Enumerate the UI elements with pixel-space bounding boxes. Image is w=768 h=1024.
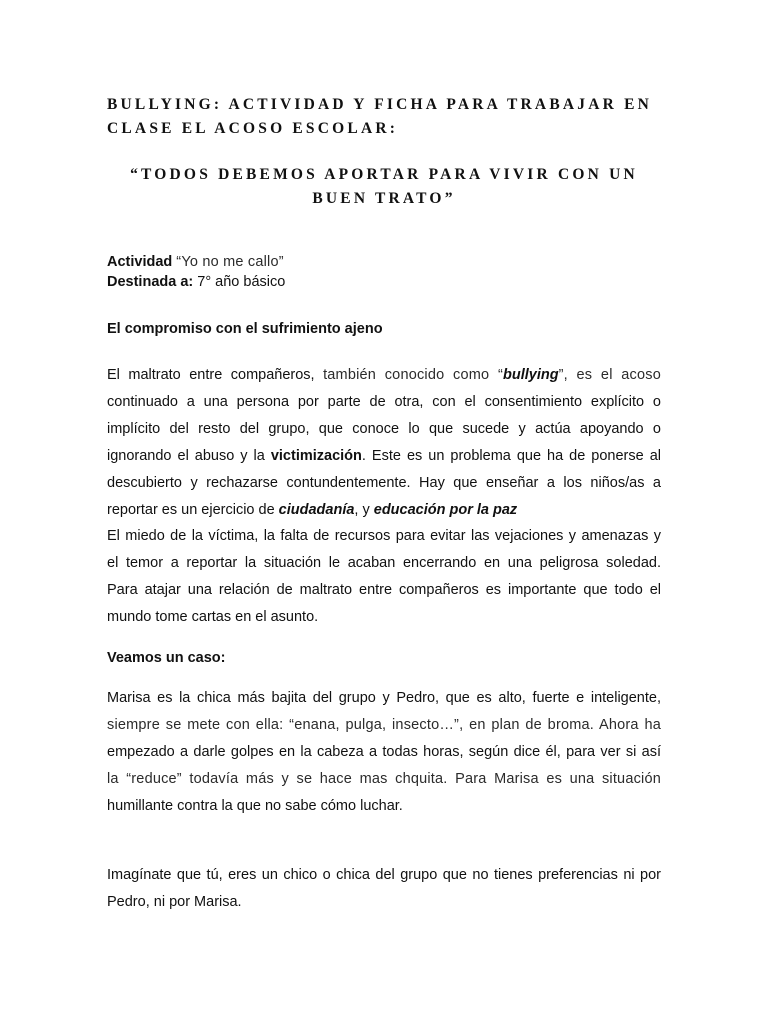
- educacion-paz-term: educación por la paz: [373, 502, 518, 518]
- subtitle-line-1: “TODOS DEBEMOS APORTAR PARA VIVIR CON UN: [130, 166, 638, 183]
- target-value: 7° año básico: [197, 274, 286, 290]
- text-line: mundo tome cartas en el asunto.: [107, 609, 319, 625]
- activity-line: [107, 252, 285, 272]
- document-title: BULLYING: ACTIVIDAD Y FICHA PARA TRABAJAR EN CLASE EL ACOSO ESCOLAR:: [107, 96, 653, 137]
- text-line: [107, 497, 661, 524]
- victimizacion-term: victimización: [270, 448, 362, 464]
- text-line: Marisa es la chica más bajita del grupo y Pedro, que es alto, fuerte e inteligente,: [107, 690, 661, 706]
- activity-value: “Yo no me callo”: [176, 254, 284, 270]
- text-line: la “reduce” todavía más y se hace mas chquita. Para Marisa es una situación: [107, 771, 661, 787]
- text-line: el temor a reportar la situación le acaban encerrando en una peligrosa soledad.: [107, 555, 661, 571]
- text-line: siempre se mete con ella: “enana, pulga, insecto…”, en plan de broma. Ahora ha: [107, 717, 661, 733]
- text-run: también conocido como “: [323, 367, 504, 383]
- subtitle-line-2: BUEN TRATO”: [312, 190, 456, 207]
- text-run: , y: [354, 502, 374, 518]
- text-run: . Este es un problema que ha de ponerse al: [361, 448, 661, 464]
- text-run: ignorando el abuso y la: [107, 448, 271, 464]
- text-line: humillante contra la que no sabe cómo luchar.: [107, 798, 403, 814]
- paragraph-miedo-victima: [107, 523, 661, 631]
- text-line: implícito del resto del grupo, que conoce lo que sucede y actúa apoyando o: [107, 421, 661, 437]
- text-line: empezado a darle golpes en la cabeza a todas horas, según dice él, para ver si así: [107, 744, 661, 760]
- text-run: ”, es el acoso: [558, 367, 661, 383]
- paragraph-bullying-definition: [107, 362, 661, 524]
- ciudadania-term: ciudadanía: [278, 502, 355, 518]
- text-line: descubierto y rechazarse contundentemente. Hay que enseñar a los niños/as a: [107, 475, 661, 491]
- text-run: El maltrato entre compañeros,: [107, 367, 324, 383]
- text-line: Imagínate que tú, eres un chico o chica del grupo que no tienes preferencias ni por: [107, 867, 661, 883]
- text-line: [107, 443, 661, 470]
- activity-label: Actividad: [107, 254, 173, 270]
- text-line: El miedo de la víctima, la falta de recursos para evitar las vejaciones y amenazas y: [107, 528, 661, 544]
- text-run: reportar es un ejercicio de: [107, 502, 279, 518]
- text-line: continuado a una persona por parte de otra, con el consentimiento explícito o: [107, 394, 661, 410]
- bullying-term: bullying: [503, 367, 559, 383]
- target-label: Destinada a:: [107, 274, 194, 290]
- section-heading-compromiso: El compromiso con el sufrimiento ajeno: [107, 321, 383, 337]
- text-line: [107, 362, 661, 389]
- section-heading-caso: Veamos un caso:: [107, 650, 226, 666]
- paragraph-caso-marisa: [107, 685, 661, 820]
- activity-meta: [107, 252, 285, 292]
- target-line: [107, 272, 285, 292]
- paragraph-imaginate: [107, 862, 661, 916]
- text-line: Pedro, ni por Marisa.: [107, 894, 242, 910]
- document-subtitle: [107, 163, 661, 211]
- text-line: Para atajar una relación de maltrato entre compañeros es importante que todo el: [107, 582, 661, 598]
